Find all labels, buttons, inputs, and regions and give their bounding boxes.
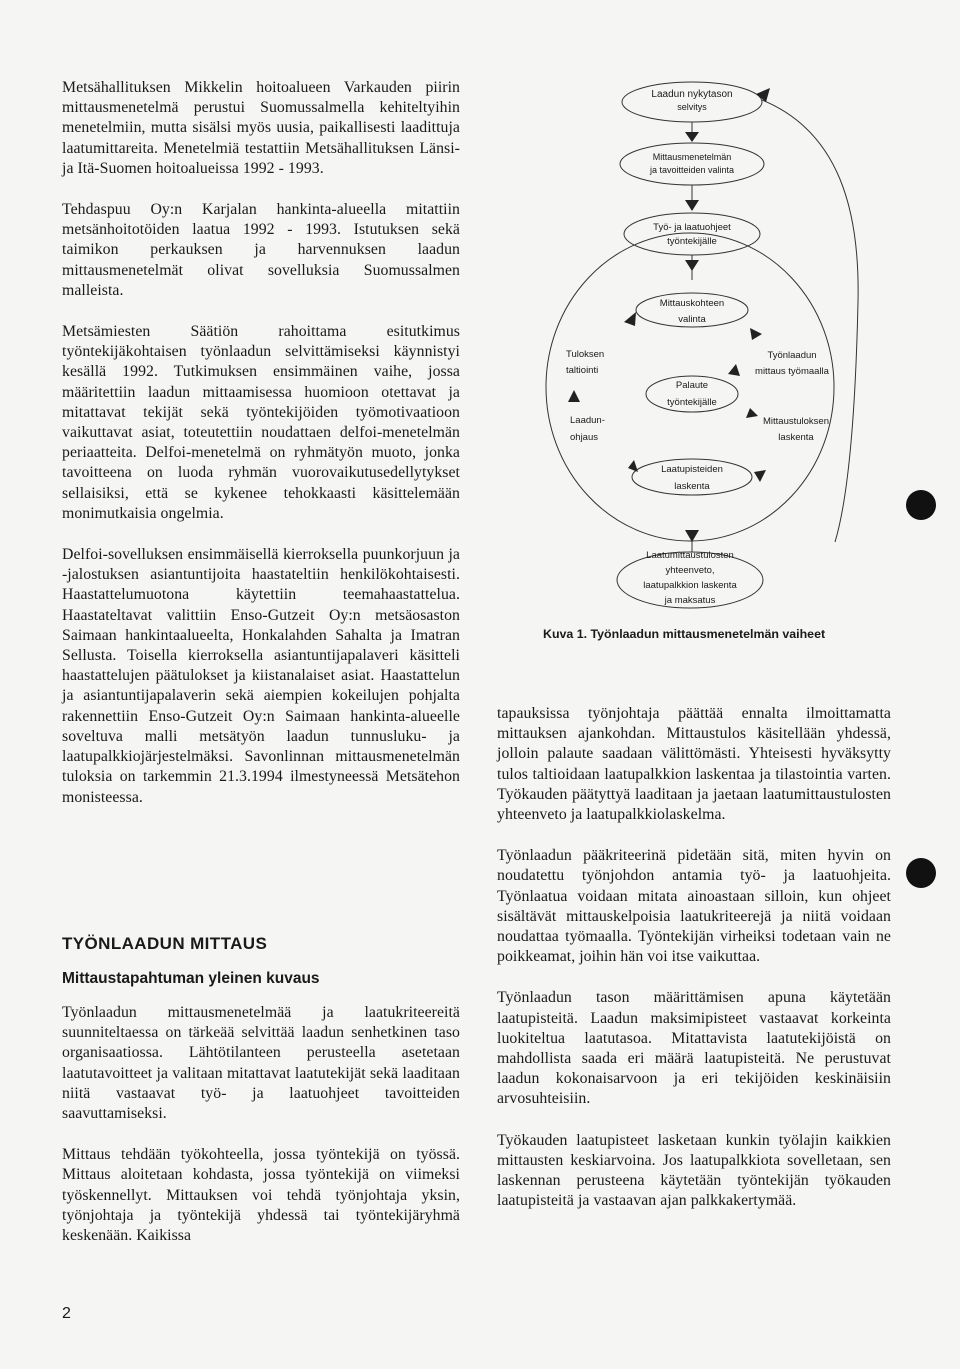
diagram-node-label: Laadun nykytason (651, 89, 733, 100)
paragraph: Mittaus tehdään työkohteella, jossa työntekijä on työssä. Mittaus aloitetaan kohdasta, jossa työntekijä on viimeksi työskennellyt. Mittauksen voi tehdä työnjohtaja yksin, työnjohtaja ja työntekijä yhdessä tai työntekijäryhmä keskenään. Kaikissa (62, 1146, 460, 1245)
diagram-node-label: Laatupisteiden (661, 464, 723, 475)
diagram-node-label: Tuloksen (566, 349, 605, 360)
page-number: 2 (62, 1305, 71, 1322)
diagram-node-label: valinta (678, 314, 706, 325)
diagram-node-label: Mittausmenetelmän (652, 152, 732, 162)
diagram-node-label: laskenta (674, 481, 710, 492)
diagram-node-label: Mittauskohteen (659, 298, 725, 309)
paragraph: Delfoi-sovelluksen ensimmäisellä kierroksella puunkorjuun ja -jalostuksen asiantuntijoita haastateltiin henkilökohtaisesti. Haastattelumuotona käytettiin teemahaastattelua. Haastateltavat valittiin Enso-Gutzeit Oy:n metsäosaston Saimaan hankintaalueelta, Honkalahden Sahalta ja Imatran Sellusta. Toisella kierroksella asiantuntijapalaveri käsitteli haastattelujen päätulokset ja kiistanalaiset asiat. Haastattelun ja asiantuntijapalaverin sekä aiempien kokeilujen pohjalta rakennettiin Enso-Gutzeit Oy:n Saimaan hankinta-alueelle soveltuva malli metsätyön laadun tunnusluku- ja laatupalkkiojärjestelmäksi. Savonlinnan mittausmenetelmän tuloksia on tarkemmin 21.3.1994 ilmestyneessä Metsätehon monisteessa. (62, 546, 460, 806)
diagram-node-label: laskenta (778, 432, 814, 443)
paragraph: Työkauden laatupisteet lasketaan kunkin työlajin kaikkien mittausten keskiarvoina. Jos laatupalkkiota sovelletaan, sen laskennan perusteena käytetään työntekijän työkauden laatupisteitä ja vastaavan ajan palkkakertymää. (497, 1131, 891, 1210)
diagram-node-label: laatupalkkion laskenta (643, 580, 737, 591)
diagram-node-label: Laatumittaustulosten (646, 550, 734, 561)
paragraph: Metsämiesten Säätiön rahoittama esitutkimus työntekijäkohtaisen työnlaadun selvittämiseksi käynnistyi kesällä 1992. Tutkimuksen ensimmäinen vaihe, jossa määritettiin laadun mittaamisessa huomioon otettavat ja mitattavat tekijät sekä työntekijöiden työmotivaatioon vaikuttavat asiat, toteutettiin noudattaen delfoi-menetelmän periaatteita. Delfoi-menetelmä on ryhmätyön muoto, jonka tavoitteena on luoda ryhmän vuorovaikutusedellytykset sellaisiksi, että se kykenee tehokkaasti käsittelemään monimutkaisia ongelmia. (62, 323, 460, 522)
left-column (62, 78, 460, 808)
paragraph: Työnlaadun mittausmenetelmää ja laatukriteereitä suunniteltaessa on tärkeää selvittää laadun senhetkinen taso organisaatiossa. Lähtötilanteen perusteella asetetaan laatutavoitteet ja valitaan mitattavat laatutekijät sekä laaditaan niitä vastaavat työ- ja laatuohjeet tavoitteiden saavuttamiseksi. (62, 1004, 460, 1123)
subsection-heading: Mittaustapahtuman yleinen kuvaus (62, 970, 320, 987)
diagram-node-label: ohjaus (570, 432, 598, 443)
paragraph: Työnlaadun pääkriteerinä pidetään sitä, miten hyvin on noudatettu työnjohdon antamia työ- ja laatuohjeita. Työnlaatua voidaan mitata ainoastaan silloin, kun ohjeet sisältävät mittauskelpoisia laatukriteerejä ja niitä voidaan noudattaa työmaalla. Työntekijän virheiksi todetaan vain ne poikkeamat, joihin hän voi itse vaikuttaa. (497, 847, 891, 966)
diagram-node-label: ja tavoitteiden valinta (649, 165, 735, 175)
diagram-node-label: työntekijälle (667, 397, 717, 408)
diagram-node-label: Mittaustuloksen (762, 416, 830, 427)
diagram-node-label: selvitys (677, 102, 707, 112)
diagram-node-label: taltiointi (566, 365, 599, 376)
binder-hole-mark (906, 490, 936, 520)
diagram-node-label: ja maksatus (664, 595, 716, 606)
diagram-node-label: työntekijälle (667, 236, 717, 247)
paragraph: tapauksissa työnjohtaja päättää ennalta ilmoittamatta mittauksen ajankohdan. Mittaustulos käsitellään yhdessä, jolloin palaute saadaan välittömästi. Yhteisesti hyväksytty tulos taltioidaan laatupalkkion laskentaa ja tilastointia varten. Työkauden päätyttyä laaditaan ja jaetaan laatumittaustulosten yhteenveto ja laatupalkkiolaskelma. (497, 705, 891, 824)
diagram-node-label: Työ- ja laatuohjeet (653, 222, 731, 233)
section-heading: TYÖNLAADUN MITTAUS (62, 934, 268, 953)
diagram-node-label: mittaus työmaalla (755, 366, 829, 377)
binder-hole-mark (906, 858, 936, 888)
left-column-lower (62, 1003, 460, 1246)
paragraph: Työnlaadun tason määrittämisen apuna käytetään laatupisteitä. Laadun maksimipisteet vastaavat korkeinta luokiteltua laatutasoa. Mitattavista laatutekijöistä on mahdollista saada eri määrä laatupisteitä. Ne perustuvat laadun kokonaisarvoon ja eri tekijöiden keskinäisiin arvosuhteisiin. (497, 989, 891, 1108)
figure-caption: Kuva 1. Työnlaadun mittausmenetelmän vaiheet (543, 627, 826, 641)
right-column (497, 704, 891, 1211)
diagram-node-label: Työnlaadun (767, 350, 817, 361)
process-flow-diagram (540, 72, 920, 622)
diagram-node-label: Laadun- (570, 415, 605, 426)
paragraph: Tehdaspuu Oy:n Karjalan hankinta-alueella mitattiin metsänhoitotöiden laatua 1992 - 1993. Istutuksen sekä taimikon perkauksen ja harvennuksen laadun mittausmenetelmät olivat sovelluksia Suomussalmen malleista. (62, 201, 460, 299)
paragraph: Metsähallituksen Mikkelin hoitoalueen Varkauden piirin mittausmenetelmä perustui Suomussalmella kehiteltyihin menetelmiin, mutta sisälsi myös uusia, paikallisesti laadittuja laatumittareita. Menetelmiä testattiin Metsähallituksen Länsi- ja Itä-Suomen hoitoalueissa 1992 - 1993. (62, 79, 460, 177)
diagram-node-label: Palaute (675, 380, 709, 391)
diagram-node-label: yhteenveto, (665, 565, 715, 576)
